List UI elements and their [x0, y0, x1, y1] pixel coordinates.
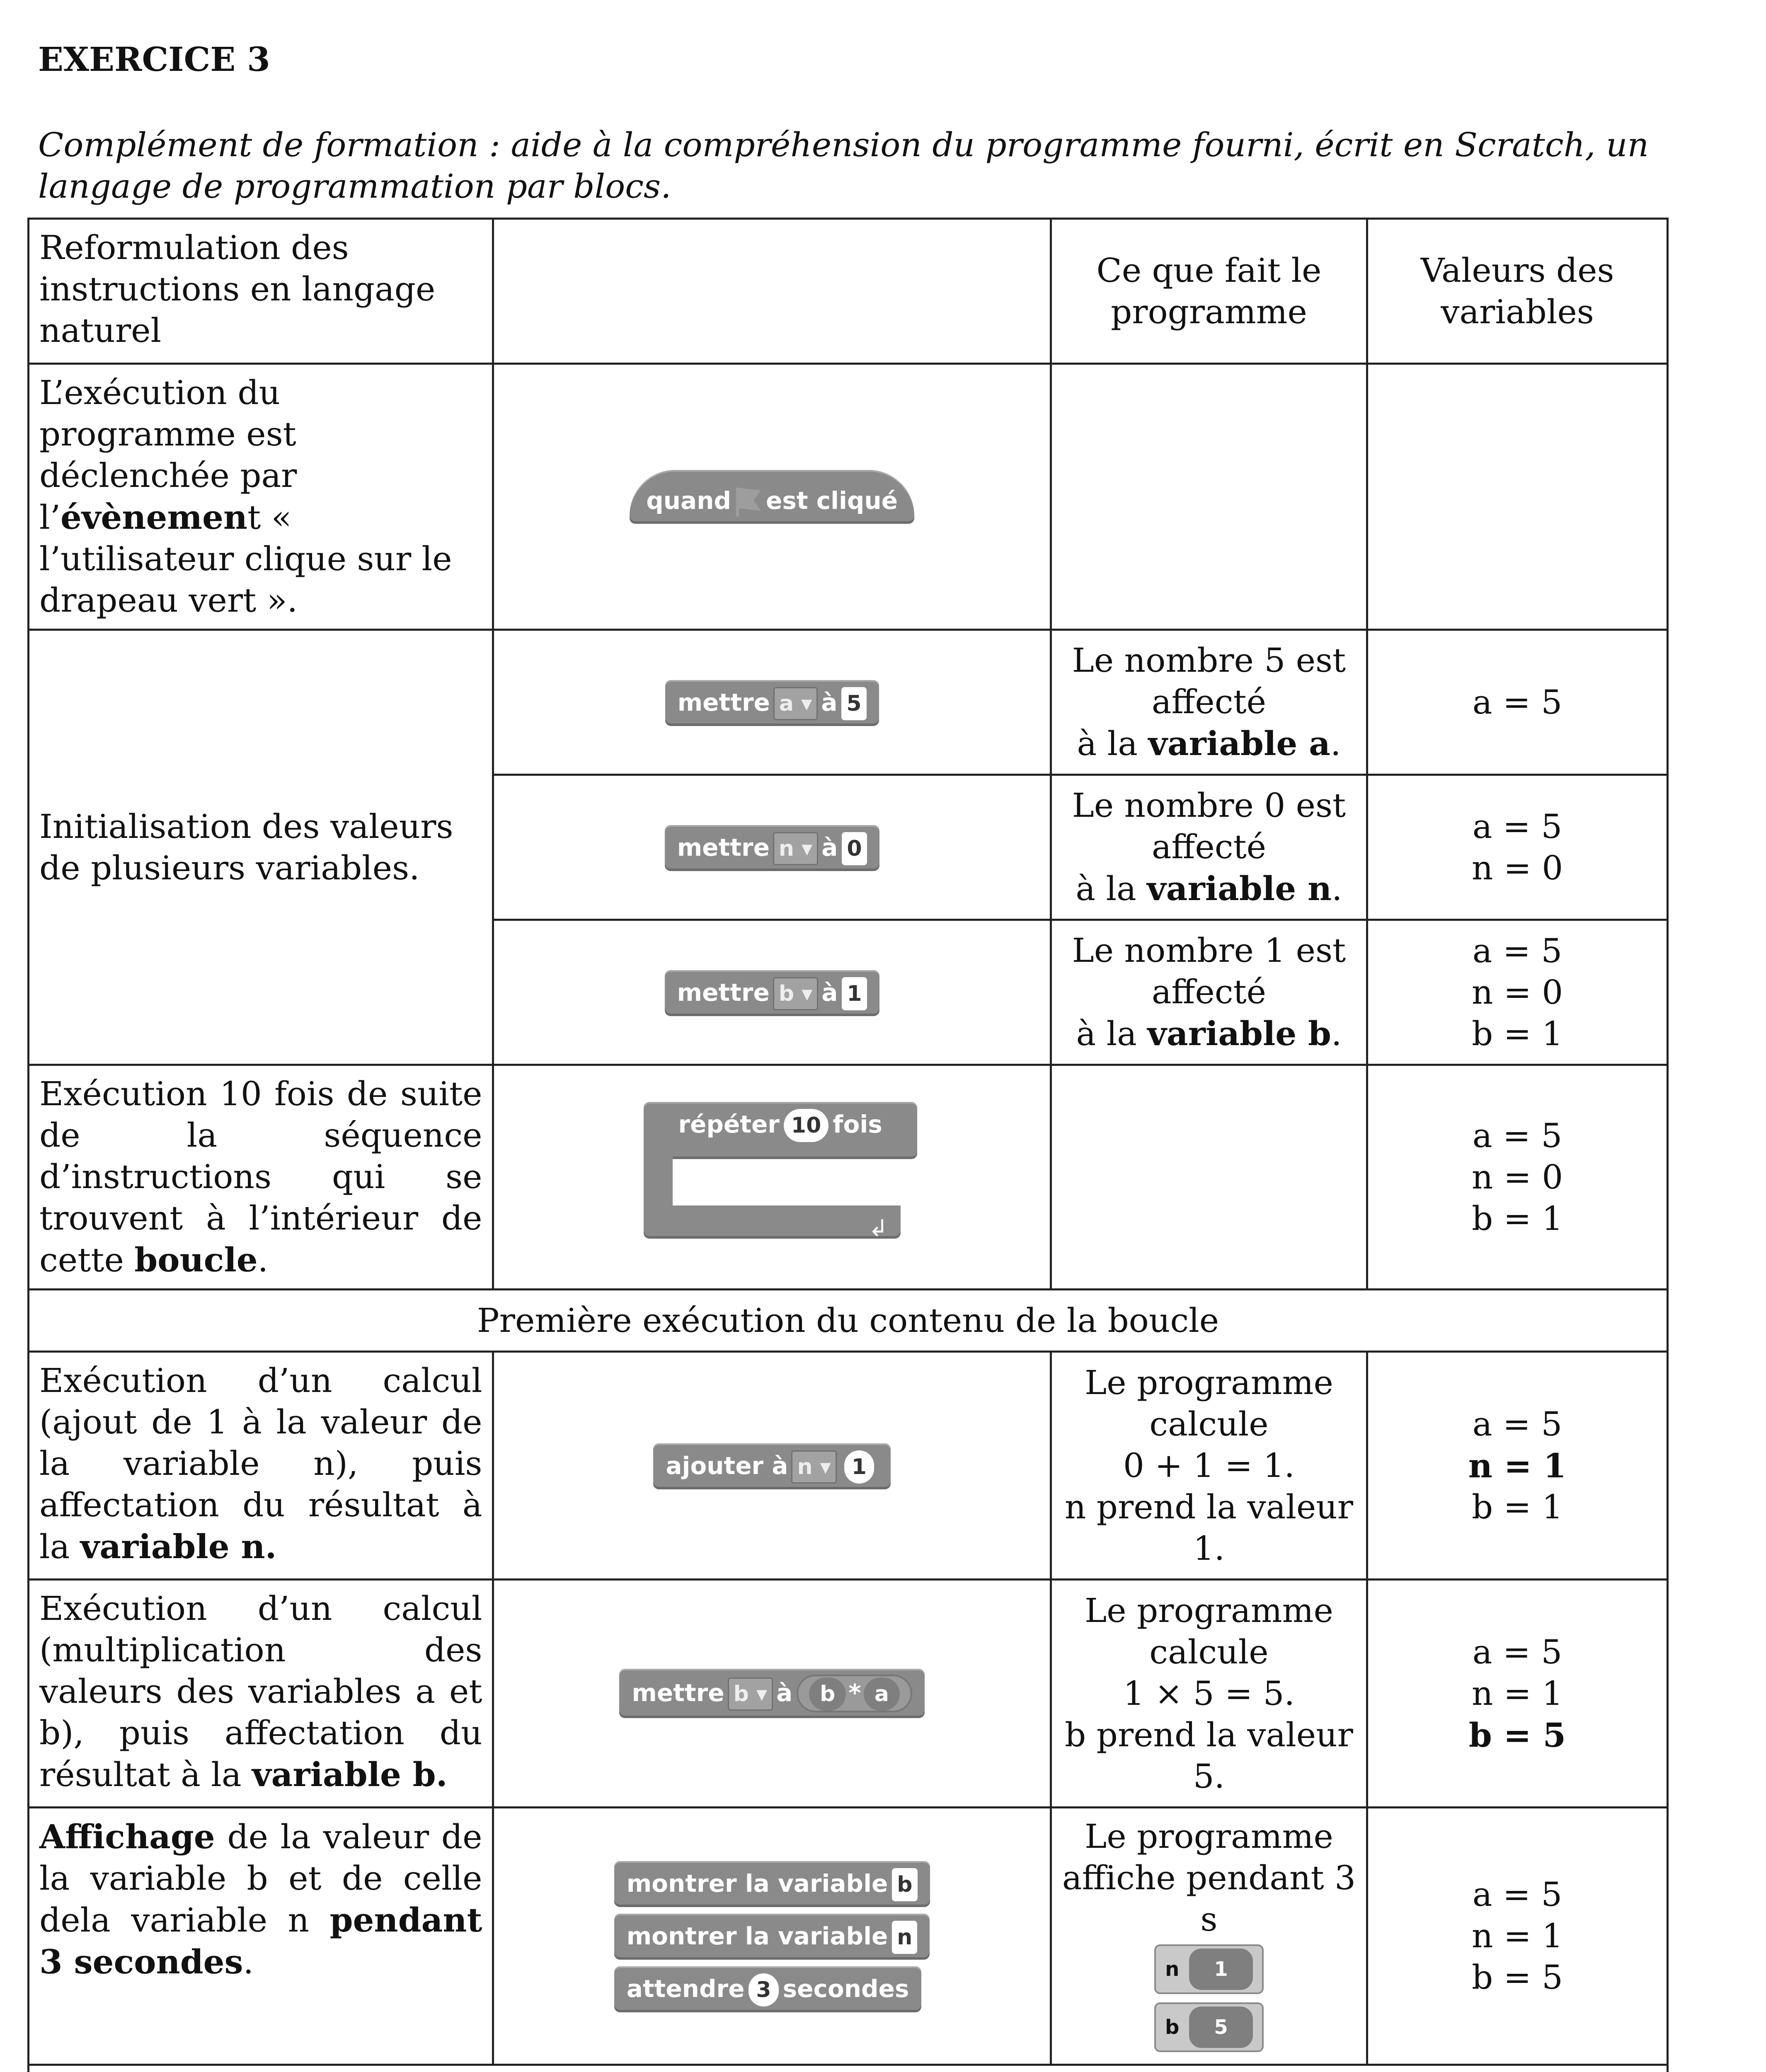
- value-input: 5: [841, 687, 866, 720]
- reporter-variable: b: [809, 1677, 846, 1711]
- desc-text: L’exécution du programme est déclenchée par l’: [39, 373, 297, 537]
- block-label: répéter: [678, 1110, 780, 1138]
- row-event-desc: [29, 364, 493, 630]
- row-display-desc: [29, 1808, 493, 2065]
- desc-bold: variable b.: [252, 1755, 448, 1794]
- block-label: montrer la variable: [626, 1922, 888, 1950]
- desc-bold: évènemen: [61, 498, 248, 537]
- variable-name: b: [778, 981, 795, 1006]
- row-repeat-block: [493, 1065, 1051, 1290]
- var-value: a = 5: [1472, 683, 1563, 721]
- row-set-a: [29, 630, 1668, 775]
- block-label: ajouter à: [666, 1451, 788, 1480]
- does-line: b prend la valeur 5.: [1064, 1715, 1353, 1796]
- block-label: attendre: [626, 1975, 745, 2003]
- row-set-a-vals: [1367, 630, 1668, 775]
- section-first-loop: [29, 1290, 1668, 1352]
- row-multiply-1-desc: [29, 1580, 493, 1808]
- set-b-multiply-block: [619, 1669, 924, 1718]
- var-value: n = 1: [1468, 1446, 1567, 1485]
- monitor-value: 1: [1189, 1949, 1252, 1990]
- variable-dropdown: b ▾: [728, 1677, 773, 1711]
- section-second-loop: [29, 2065, 1668, 2072]
- variable-name: b: [892, 1868, 917, 1901]
- header-col1: Reformulation des instructions en langage naturel: [29, 219, 493, 364]
- block-label: est cliqué: [766, 486, 898, 515]
- monitor-value: 5: [1189, 2007, 1252, 2048]
- block-label: à: [821, 833, 838, 862]
- header-col3: Ce que fait le programme: [1051, 219, 1367, 364]
- desc-bold: Affichage: [39, 1817, 215, 1856]
- set-a-block: [665, 680, 879, 726]
- block-label: mettre: [677, 978, 770, 1007]
- repeat-block: [644, 1102, 901, 1243]
- header-col2: [493, 219, 1051, 364]
- wait-count: 3: [749, 1973, 778, 2007]
- row-set-b-block: [493, 920, 1051, 1065]
- set-n-block: [665, 825, 879, 871]
- row-event-does: [1051, 364, 1367, 630]
- var-value: n = 0: [1471, 1157, 1563, 1196]
- explanation-table: [27, 218, 1669, 2072]
- row-display-block: [493, 1808, 1051, 2065]
- desc-text: Exécution 10 fois de suite de la séquence d’instructions qui se trouvent à l’intérieur de cette: [39, 1075, 482, 1279]
- does-text: .: [1330, 724, 1341, 763]
- does-line: Le programme: [1085, 1817, 1333, 1856]
- show-variable-n-block: [614, 1914, 930, 1960]
- variable-name: b: [733, 1682, 749, 1706]
- exercise-title: EXERCICE 3: [38, 40, 270, 79]
- desc-text: Exécution d’un calcul (ajout de 1 à la valeur de la variable n), puis affectation du résultat à la: [39, 1361, 482, 1566]
- var-value: n = 1: [1471, 1674, 1563, 1713]
- row-increment-1-block: [493, 1352, 1051, 1580]
- variable-dropdown: b ▾: [773, 977, 818, 1010]
- variable-name: n: [892, 1921, 917, 1954]
- var-value: a = 5: [1472, 1875, 1563, 1914]
- does-line: Le nombre 1 est affecté: [1072, 931, 1346, 1011]
- desc-text: .: [257, 1241, 269, 1279]
- row-increment-1-desc: [29, 1352, 493, 1580]
- variable-dropdown: n ▾: [791, 1450, 836, 1484]
- row-repeat-does: [1051, 1065, 1367, 1290]
- value-input: 1: [844, 1450, 874, 1484]
- variable-dropdown: a ▾: [773, 687, 818, 720]
- row-repeat-desc: [29, 1065, 493, 1290]
- row-event: [29, 364, 1668, 630]
- multiply-reporter: [797, 1675, 912, 1712]
- block-label: montrer la variable: [626, 1869, 888, 1898]
- when-flag-clicked-block: [630, 470, 914, 524]
- wait-seconds-block: [614, 1966, 922, 2012]
- desc-bold: variable n.: [80, 1527, 277, 1566]
- desc-text: de la valeur de la variable b et de celle dela variable n: [39, 1818, 482, 1939]
- does-line: calcule: [1149, 1632, 1269, 1671]
- row-set-a-does: [1051, 630, 1367, 775]
- does-line: Le nombre 5 est affecté: [1072, 641, 1346, 721]
- block-label: à: [821, 688, 838, 716]
- does-line: Le programme: [1085, 1591, 1333, 1630]
- row-display-does: [1051, 1808, 1367, 2065]
- display-block-stack: [614, 1861, 930, 2012]
- block-label: mettre: [632, 1679, 724, 1707]
- does-line: 1 × 5 = 5.: [1123, 1674, 1295, 1713]
- does-text: à la: [1076, 869, 1147, 908]
- loop-arrow-icon: ↲: [868, 1215, 888, 1242]
- row-multiply-1: [29, 1580, 1668, 1808]
- row-repeat-vals: [1367, 1065, 1668, 1290]
- set-b-block: [665, 970, 879, 1016]
- desc-bold: boucle: [134, 1240, 258, 1279]
- desc-bold: pendant 3 secondes: [39, 1900, 482, 1981]
- row-event-block: [493, 364, 1051, 630]
- var-value: a = 5: [1472, 1404, 1563, 1443]
- repeat-count: 10: [784, 1109, 828, 1142]
- desc-text: .: [243, 1943, 254, 1981]
- does-bold: variable n: [1147, 869, 1332, 908]
- green-flag-icon: [736, 487, 761, 516]
- row-increment-1-vals: [1367, 1352, 1668, 1580]
- does-line: Le programme: [1085, 1363, 1333, 1402]
- var-value: b = 1: [1472, 1014, 1563, 1053]
- monitor-label: n: [1165, 1958, 1180, 1981]
- header-row: [29, 219, 1668, 364]
- row-set-b-does: [1051, 920, 1367, 1065]
- row-set-a-block: [493, 630, 1051, 775]
- does-line: Le nombre 0 est affecté: [1072, 786, 1346, 866]
- repeat-block-footer: [644, 1205, 901, 1242]
- row-event-vals: [1367, 364, 1668, 630]
- header-col4: Valeurs des variables: [1367, 219, 1668, 364]
- var-value: b = 5: [1472, 1958, 1563, 1997]
- row-set-n-block: [493, 775, 1051, 920]
- section-first-loop-label: Première exécution du contenu de la boucle: [29, 1290, 1668, 1352]
- change-n-block: [653, 1443, 891, 1489]
- var-value: b = 5: [1468, 1715, 1566, 1755]
- intro-text: Complément de formation : aide à la compréhension du programme fourni, écrit en Scratch, un langage de programmation par blocs.: [38, 126, 1649, 206]
- does-bold: variable a: [1148, 724, 1330, 763]
- var-value: n = 1: [1471, 1917, 1563, 1955]
- var-value: a = 5: [1472, 1116, 1563, 1155]
- desc-text: t « l’utilisateur clique sur le drapeau vert ».: [39, 498, 452, 620]
- row-set-n-does: [1051, 775, 1367, 920]
- variable-name: a: [779, 691, 794, 716]
- var-value: a = 5: [1472, 931, 1563, 970]
- var-value: a = 5: [1472, 807, 1563, 846]
- row-increment-1: [29, 1352, 1668, 1580]
- does-text: à la: [1076, 1014, 1148, 1053]
- does-text: .: [1331, 1014, 1342, 1053]
- row-set-b-vals: [1367, 920, 1668, 1065]
- row-display-vals: [1367, 1808, 1668, 2065]
- block-label: à: [776, 1679, 793, 1707]
- repeat-block-header: [644, 1102, 917, 1159]
- block-label: secondes: [782, 1975, 909, 2003]
- repeat-block-arm: [644, 1139, 673, 1210]
- row-multiply-1-block: [493, 1580, 1051, 1808]
- block-label: mettre: [677, 833, 770, 862]
- does-line: [1062, 868, 1356, 910]
- does-line: n prend la valeur 1.: [1064, 1487, 1354, 1568]
- does-line: affiche pendant 3 s: [1062, 1859, 1356, 1939]
- operator: *: [848, 1679, 861, 1707]
- row-multiply-1-does: [1051, 1580, 1367, 1808]
- does-text: .: [1332, 869, 1342, 908]
- block-label: à: [821, 978, 838, 1007]
- block-label: quand: [646, 486, 731, 515]
- variable-dropdown: n ▾: [773, 832, 818, 865]
- value-input: 0: [842, 832, 867, 865]
- var-value: a = 5: [1472, 1632, 1563, 1671]
- desc-text: Exécution d’un calcul (multiplication des valeurs des variables a et b), puis affectation du résultat à la: [39, 1589, 482, 1794]
- var-value: n = 0: [1471, 973, 1563, 1012]
- var-value: b = 1: [1472, 1487, 1563, 1526]
- row-set-n-vals: [1367, 775, 1668, 920]
- init-desc: Initialisation des valeurs de plusieurs variables.: [29, 630, 493, 1065]
- monitor-b: [1154, 2002, 1264, 2052]
- monitor-label: b: [1165, 2016, 1180, 2039]
- row-multiply-1-vals: [1367, 1580, 1668, 1808]
- does-line: [1062, 1013, 1356, 1055]
- does-line: calcule: [1149, 1404, 1269, 1443]
- does-bold: variable b: [1147, 1014, 1331, 1053]
- row-display: [29, 1808, 1668, 2065]
- row-repeat: [29, 1065, 1668, 1290]
- does-line: 0 + 1 = 1.: [1123, 1446, 1295, 1485]
- section-second-loop-label: [29, 2065, 1668, 2072]
- variable-name: n: [778, 836, 794, 861]
- var-value: n = 0: [1471, 848, 1563, 887]
- block-label: mettre: [677, 688, 770, 716]
- value-input: 1: [842, 977, 867, 1010]
- row-increment-1-does: [1051, 1352, 1367, 1580]
- monitor-n: [1154, 1944, 1264, 1994]
- does-line: [1062, 723, 1356, 765]
- show-variable-b-block: [614, 1861, 930, 1907]
- reporter-variable: a: [864, 1677, 900, 1711]
- var-value: b = 1: [1472, 1199, 1563, 1238]
- block-label: fois: [833, 1110, 882, 1138]
- variable-name: n: [797, 1454, 813, 1479]
- does-text: à la: [1077, 724, 1148, 763]
